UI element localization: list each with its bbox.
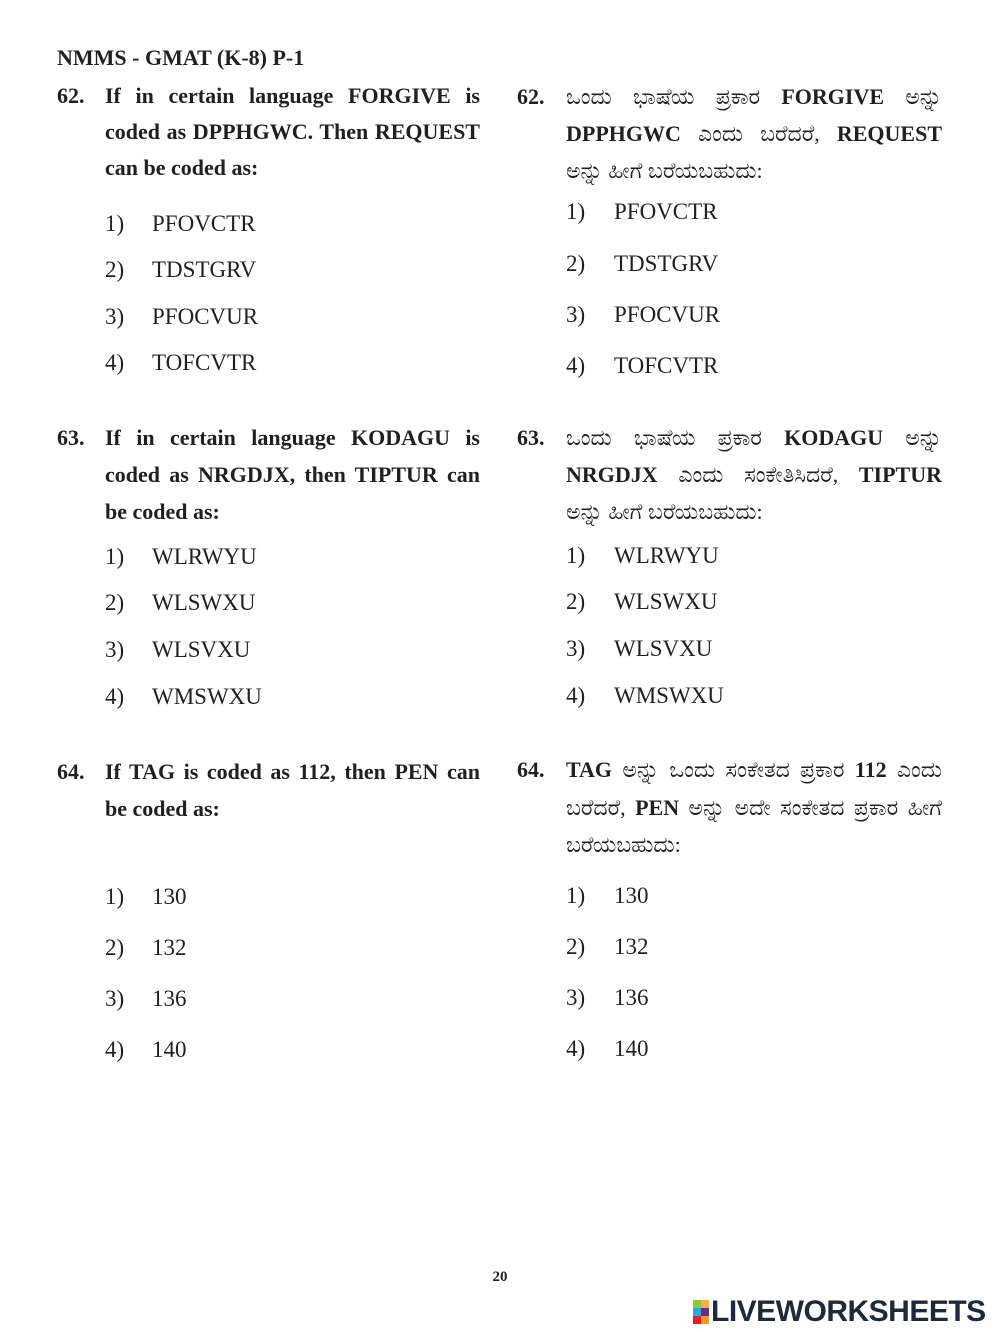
option-number: 3) bbox=[566, 636, 586, 661]
option-3[interactable] bbox=[566, 289, 942, 340]
option-number: 4) bbox=[566, 1035, 586, 1061]
option-text: 130 bbox=[614, 882, 649, 908]
logo-tile bbox=[701, 1300, 709, 1308]
option-text: 140 bbox=[152, 1036, 187, 1062]
option-3[interactable] bbox=[105, 973, 481, 1024]
question-line: ಒಂದು ಭಾಷೆಯ ಪ್ರಕಾರ FORGIVE ಅನ್ನು bbox=[566, 83, 942, 109]
option-3[interactable] bbox=[566, 626, 942, 673]
option-text: TOFCVTR bbox=[152, 349, 257, 375]
options-list-kannada bbox=[566, 870, 942, 1074]
option-2[interactable] bbox=[566, 921, 942, 972]
question-text-english bbox=[105, 419, 480, 530]
question-line: If in certain language KODAGU is bbox=[105, 424, 480, 450]
question-text-kannada bbox=[566, 419, 942, 530]
question-line: ಅನ್ನು ಹೀಗೆ ಬರೆಯಬಹುದು: bbox=[566, 157, 763, 183]
question-line: coded as DPPHGWC. Then REQUEST bbox=[105, 119, 480, 144]
option-number: 2) bbox=[105, 934, 125, 960]
question-line: coded as NRGDJX, then TIPTUR can bbox=[105, 461, 480, 487]
key-term: DPPHGWC bbox=[566, 120, 681, 146]
question-number: 63. bbox=[517, 424, 545, 450]
option-3[interactable] bbox=[566, 972, 942, 1023]
question-line: ಬರೆದರೆ, PEN ಅನ್ನು ಅದೇ ಸಂಕೇತದ ಪ್ರಕಾರ ಹೀಗೆ bbox=[566, 794, 942, 820]
logo-tile bbox=[701, 1308, 709, 1316]
option-number: 4) bbox=[105, 683, 125, 709]
option-text: WLSVXU bbox=[614, 636, 713, 661]
question-line: If TAG is coded as 112, then PEN can bbox=[105, 758, 480, 784]
option-number: 4) bbox=[105, 349, 125, 375]
question-line: can be coded as: bbox=[105, 155, 259, 180]
option-text: 132 bbox=[614, 933, 649, 959]
option-2[interactable] bbox=[105, 580, 481, 627]
option-3[interactable] bbox=[105, 627, 481, 674]
option-number: 2) bbox=[566, 250, 586, 276]
options-list-english bbox=[105, 534, 481, 721]
key-term: 112 bbox=[854, 757, 887, 782]
option-4[interactable] bbox=[105, 674, 481, 721]
option-text: TOFCVTR bbox=[614, 353, 719, 379]
option-text: 130 bbox=[152, 883, 187, 909]
key-term: TIPTUR bbox=[858, 461, 942, 487]
option-number: 3) bbox=[105, 303, 125, 329]
liveworksheets-logo bbox=[693, 1297, 986, 1327]
option-number: 4) bbox=[105, 1036, 125, 1062]
option-number: 4) bbox=[566, 682, 586, 708]
option-number: 1) bbox=[105, 883, 125, 909]
option-text: PFOVCTR bbox=[614, 199, 718, 225]
option-number: 1) bbox=[566, 542, 586, 568]
option-number: 4) bbox=[566, 353, 586, 379]
key-term: NRGDJX bbox=[566, 461, 658, 487]
option-4[interactable] bbox=[566, 673, 942, 720]
option-text: WLSWXU bbox=[614, 589, 718, 615]
option-1[interactable] bbox=[566, 533, 942, 580]
question-line: be coded as: bbox=[105, 795, 220, 821]
option-number: 1) bbox=[566, 882, 586, 908]
question-line: TAG ಅನ್ನು ಒಂದು ಸಂಕೇತದ ಪ್ರಕಾರ 112 ಎಂದು bbox=[566, 757, 942, 782]
option-text: WLSVXU bbox=[152, 637, 251, 662]
question-text-english bbox=[105, 78, 480, 186]
option-number: 3) bbox=[566, 301, 586, 327]
question-number: 64. bbox=[517, 757, 545, 782]
options-list-kannada bbox=[566, 186, 942, 391]
logo-text: LIVEWORKSHEETS bbox=[711, 1295, 986, 1328]
question-line: NRGDJX ಎಂದು ಸಂಕೇತಿಸಿದರೆ, TIPTUR bbox=[566, 461, 942, 487]
option-4[interactable] bbox=[105, 340, 481, 386]
option-text: 140 bbox=[614, 1035, 649, 1061]
question-number: 63. bbox=[57, 424, 85, 450]
key-term: PEN bbox=[635, 794, 680, 820]
question-text-english bbox=[105, 753, 480, 827]
option-1[interactable] bbox=[105, 534, 481, 581]
logo-tile bbox=[693, 1300, 701, 1308]
option-text: 136 bbox=[152, 985, 187, 1011]
option-text: 132 bbox=[152, 934, 187, 960]
liveworksheets-icon bbox=[693, 1300, 709, 1324]
option-1[interactable] bbox=[105, 871, 481, 922]
option-4[interactable] bbox=[105, 1024, 481, 1075]
option-1[interactable] bbox=[566, 870, 942, 921]
key-term: KODAGU bbox=[784, 424, 884, 450]
option-text: WLSWXU bbox=[152, 590, 256, 616]
option-number: 3) bbox=[105, 637, 125, 662]
key-term: TAG bbox=[566, 757, 613, 782]
option-text: PFOCVUR bbox=[614, 301, 721, 327]
question-line: If in certain language FORGIVE is bbox=[105, 83, 480, 108]
option-1[interactable] bbox=[566, 186, 942, 237]
option-2[interactable] bbox=[566, 579, 942, 626]
options-list-kannada bbox=[566, 533, 942, 720]
logo-tile bbox=[693, 1316, 701, 1324]
option-number: 1) bbox=[566, 199, 586, 225]
key-term: FORGIVE bbox=[781, 83, 885, 109]
question-line: be coded as: bbox=[105, 498, 220, 524]
logo-tile bbox=[693, 1308, 701, 1316]
option-number: 2) bbox=[105, 590, 125, 616]
options-list-english bbox=[105, 871, 481, 1075]
option-4[interactable] bbox=[566, 1023, 942, 1074]
option-number: 1) bbox=[105, 543, 125, 569]
option-number: 2) bbox=[566, 589, 586, 615]
question-number: 62. bbox=[57, 83, 85, 108]
option-text: 136 bbox=[614, 984, 649, 1010]
option-number: 2) bbox=[566, 933, 586, 959]
options-list-english bbox=[105, 201, 481, 386]
question-line: DPPHGWC ಎಂದು ಬರೆದರೆ, REQUEST bbox=[566, 120, 942, 146]
option-text: WLRWYU bbox=[152, 543, 257, 569]
option-text: TDSTGRV bbox=[152, 257, 257, 283]
question-number: 64. bbox=[57, 758, 85, 784]
option-2[interactable] bbox=[105, 247, 481, 293]
key-term: REQUEST bbox=[836, 120, 942, 146]
option-2[interactable] bbox=[566, 238, 942, 289]
option-text: WMSWXU bbox=[152, 683, 262, 709]
question-line: ಅನ್ನು ಹೀಗೆ ಬರೆಯಬಹುದು: bbox=[566, 498, 763, 524]
option-text: WMSWXU bbox=[614, 682, 724, 708]
logo-tile bbox=[701, 1316, 709, 1324]
question-text-kannada bbox=[566, 78, 942, 189]
question-line: ಒಂದು ಭಾಷೆಯ ಪ್ರಕಾರ KODAGU ಅನ್ನು bbox=[566, 424, 942, 450]
option-number: 1) bbox=[105, 211, 125, 236]
option-3[interactable] bbox=[105, 294, 481, 340]
option-number: 3) bbox=[105, 985, 125, 1011]
question-text-kannada bbox=[566, 751, 942, 864]
option-number: 2) bbox=[105, 257, 125, 283]
page-header: NMMS - GMAT (K-8) P-1 bbox=[57, 45, 305, 70]
option-number: 3) bbox=[566, 984, 586, 1010]
option-4[interactable] bbox=[566, 340, 942, 391]
option-text: WLRWYU bbox=[614, 542, 719, 568]
question-number: 62. bbox=[517, 83, 545, 109]
option-text: PFOVCTR bbox=[152, 211, 256, 236]
option-text: TDSTGRV bbox=[614, 250, 719, 276]
option-text: PFOCVUR bbox=[152, 303, 259, 329]
question-line: ಬರೆಯಬಹುದು: bbox=[566, 832, 681, 857]
option-2[interactable] bbox=[105, 922, 481, 973]
option-1[interactable] bbox=[105, 201, 481, 247]
page-number: 20 bbox=[492, 1269, 508, 1285]
